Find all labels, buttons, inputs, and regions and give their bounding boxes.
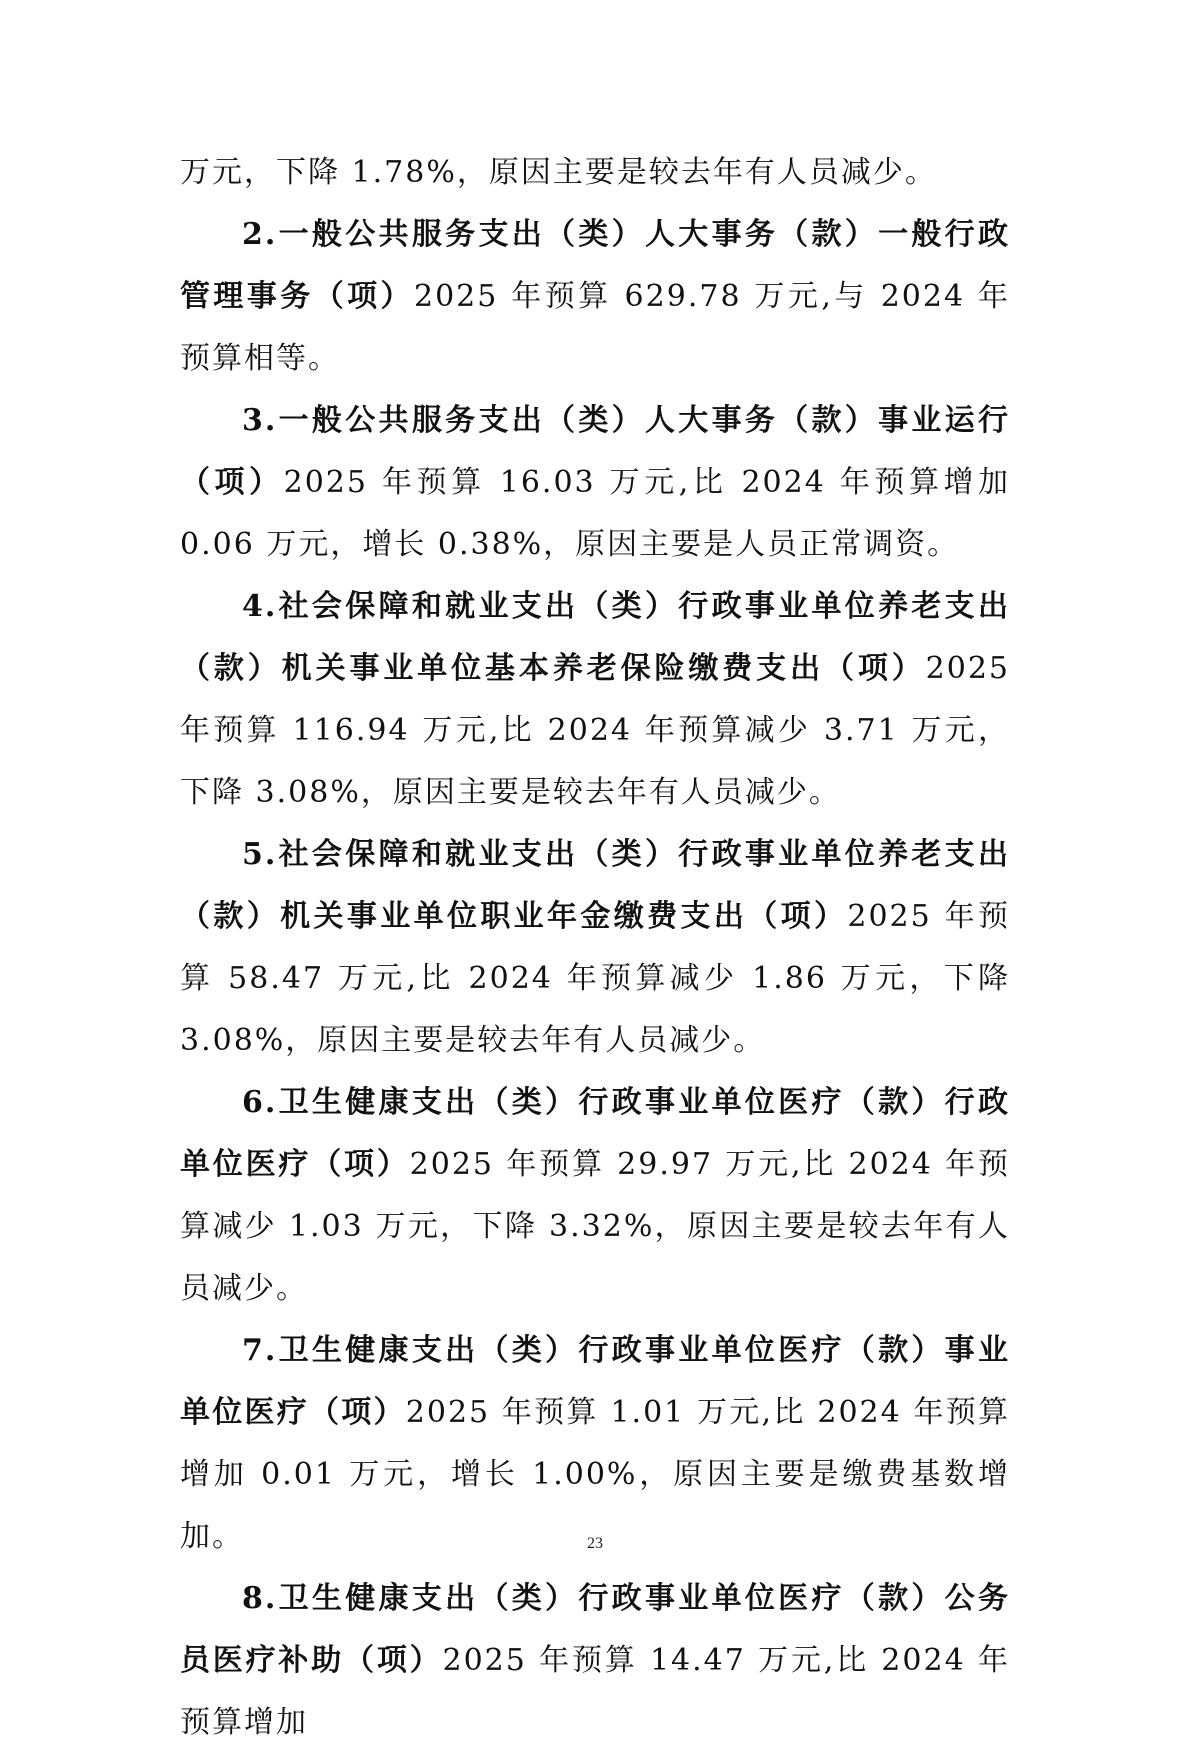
budget-item-5 bbox=[180, 824, 1010, 1072]
continued-paragraph bbox=[180, 142, 1010, 204]
item-text: 2025 年预算 29.97 万元,比 2024 年预算减少 1.03 万元，下降 3.32%，原因主要是较去年有人员减少。 bbox=[180, 1147, 1010, 1306]
item-text: 2025 年预算 14.47 万元,比 2024 年预算增加 bbox=[180, 1643, 1011, 1740]
budget-item-4 bbox=[180, 576, 1010, 824]
page-number: 23 bbox=[587, 1535, 603, 1552]
budget-item-6 bbox=[180, 1072, 1010, 1320]
budget-item-2 bbox=[180, 204, 1010, 390]
item-heading: 2.一般公共服务支出（类）人大事务（款）一般行政管理事务（项） bbox=[180, 217, 1010, 314]
item-text: 2025 年预算 1.01 万元,比 2024 年预算增加 0.01 万元，增长 1.00%，原因主要是缴费基数增加。 bbox=[180, 1395, 1010, 1554]
item-heading: 4.社会保障和就业支出（类）行政事业单位养老支出（款）机关事业单位基本养老保险缴费支出（项） bbox=[180, 589, 1010, 686]
budget-item-8 bbox=[180, 1568, 1010, 1754]
item-text: 2025 年预算 58.47 万元,比 2024 年预算减少 1.86 万元，下降 3.08%，原因主要是较去年有人员减少。 bbox=[180, 899, 1010, 1058]
item-heading: 3.一般公共服务支出（类）人大事务（款）事业运行（项） bbox=[180, 403, 1010, 500]
item-heading: 8.卫生健康支出（类）行政事业单位医疗（款）公务员医疗补助（项） bbox=[180, 1581, 1010, 1678]
budget-item-3 bbox=[180, 390, 1010, 576]
item-text: 2025 年预算 629.78 万元,与 2024 年预算相等。 bbox=[180, 279, 1011, 376]
item-heading: 5.社会保障和就业支出（类）行政事业单位养老支出（款）机关事业单位职业年金缴费支出（项） bbox=[180, 837, 1010, 934]
item-heading: 7.卫生健康支出（类）行政事业单位医疗（款）事业单位医疗（项） bbox=[180, 1333, 1010, 1430]
item-heading: 6.卫生健康支出（类）行政事业单位医疗（款）行政单位医疗（项） bbox=[180, 1085, 1010, 1182]
item-text: 2025 年预算 116.94 万元,比 2024 年预算减少 3.71 万元，下降 3.08%，原因主要是较去年有人员减少。 bbox=[180, 651, 1010, 810]
budget-item-7 bbox=[180, 1320, 1010, 1568]
continued-text: 万元，下降 1.78%，原因主要是较去年有人员减少。 bbox=[180, 155, 937, 190]
document-body bbox=[180, 142, 1010, 1754]
item-text: 2025 年预算 16.03 万元,比 2024 年预算增加 0.06 万元，增长 0.38%，原因主要是人员正常调资。 bbox=[180, 465, 1011, 562]
